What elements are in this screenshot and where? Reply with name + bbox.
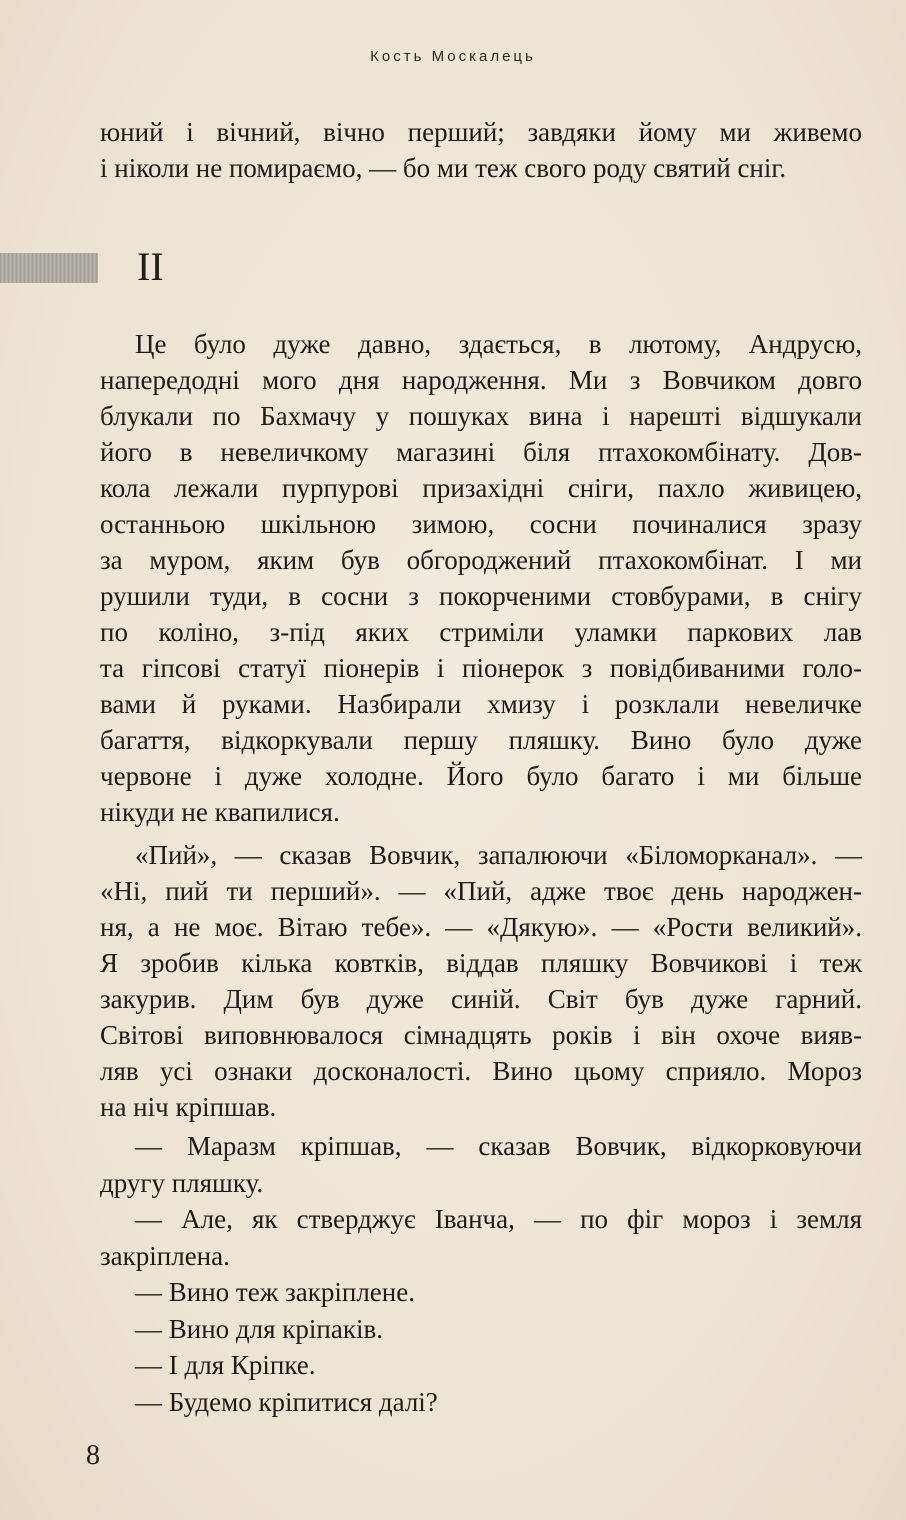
text-line: закурив. Дим був дуже синій. Світ був дуже гарний. bbox=[100, 984, 862, 1014]
paragraph-2 bbox=[100, 837, 862, 1125]
text-line: юний і вічний, вічно перший; завдяки йому ми живемо bbox=[100, 117, 862, 147]
text-line: по коліно, з-під яких стриміли уламки паркових лав bbox=[100, 617, 862, 647]
text-line: рушили туди, в сосни з покорченими стовбурами, в снігу bbox=[100, 581, 862, 611]
text-line: ляв усі ознаки досконалості. Вино цьому сприяло. Мороз bbox=[100, 1056, 862, 1086]
dialogue-section bbox=[100, 1128, 862, 1420]
text-line: вами й руками. Назбирали хмизу і розклали невеличке bbox=[100, 689, 862, 719]
text-line: нікуди не квапилися. bbox=[100, 797, 340, 827]
dialogue-line: закріплена. bbox=[100, 1240, 230, 1271]
intro-paragraph bbox=[100, 114, 862, 186]
text-line: і ніколи не помираємо, — бо ми теж свого роду святий сніг. bbox=[100, 153, 787, 183]
dialogue-line: — І для Кріпке. bbox=[135, 1350, 316, 1380]
dialogue-line: — Але, як стверджує Іванча, — по фіг мороз і земля bbox=[135, 1204, 862, 1234]
text-line: на ніч кріпшав. bbox=[100, 1092, 277, 1122]
dialogue-line: — Вино для кріпаків. bbox=[135, 1313, 383, 1344]
text-line: Світові виповнювалося сімнадцять років і він охоче вияв- bbox=[100, 1020, 862, 1050]
text-line: багаття, відкоркували першу пляшку. Вино було дуже bbox=[100, 725, 862, 755]
text-line: Це було дуже давно, здається, в лютому, Андрусю, bbox=[135, 329, 862, 359]
dialogue-line: — Будемо кріпитися далі? bbox=[135, 1386, 438, 1417]
text-line: блукали по Бахмачу у пошуках вина і нарешті відшукали bbox=[100, 401, 862, 431]
section-marker-bar bbox=[0, 253, 98, 283]
text-line: останньою шкільною зимою, сосни починалися зразу bbox=[100, 509, 862, 539]
text-line: ня, а не моє. Вітаю тебе». — «Дякую». — «Рости великий». bbox=[100, 912, 862, 942]
text-line: червоне і дуже холодне. Його було багато і ми більше bbox=[100, 761, 862, 791]
paragraph-1 bbox=[100, 326, 862, 830]
text-line: «Пий», — сказав Вовчик, запалюючи «Біломорканал». — bbox=[135, 840, 862, 870]
dialogue-line: другу пляшку. bbox=[100, 1167, 264, 1198]
dialogue-line: — Маразм кріпшав, — сказав Вовчик, відкорковуючи bbox=[135, 1131, 862, 1161]
text-line: його в невеличкому магазині біля птахокомбінату. Дов- bbox=[100, 437, 862, 467]
text-line: кола лежали пурпурові призахідні сніги, пахло живицею, bbox=[100, 473, 862, 503]
text-line: та гіпсові статуї піонерів і піонерок з повідбиваними голо- bbox=[100, 653, 862, 683]
page-number: 8 bbox=[86, 1440, 100, 1471]
text-line: Я зробив кілька ковтків, віддав пляшку Вовчикові і теж bbox=[100, 948, 862, 978]
text-line: «Ні, пий ти перший». — «Пий, адже твоє день народжен- bbox=[100, 876, 862, 906]
section-heading: II bbox=[137, 244, 164, 289]
dialogue-line: — Вино теж закріплене. bbox=[135, 1277, 415, 1307]
text-line: напередодні мого дня народження. Ми з Вовчиком довго bbox=[100, 365, 862, 395]
running-header: Кость Москалець bbox=[370, 48, 536, 65]
text-line: за муром, яким був обгороджений птахокомбінат. І ми bbox=[100, 545, 862, 575]
